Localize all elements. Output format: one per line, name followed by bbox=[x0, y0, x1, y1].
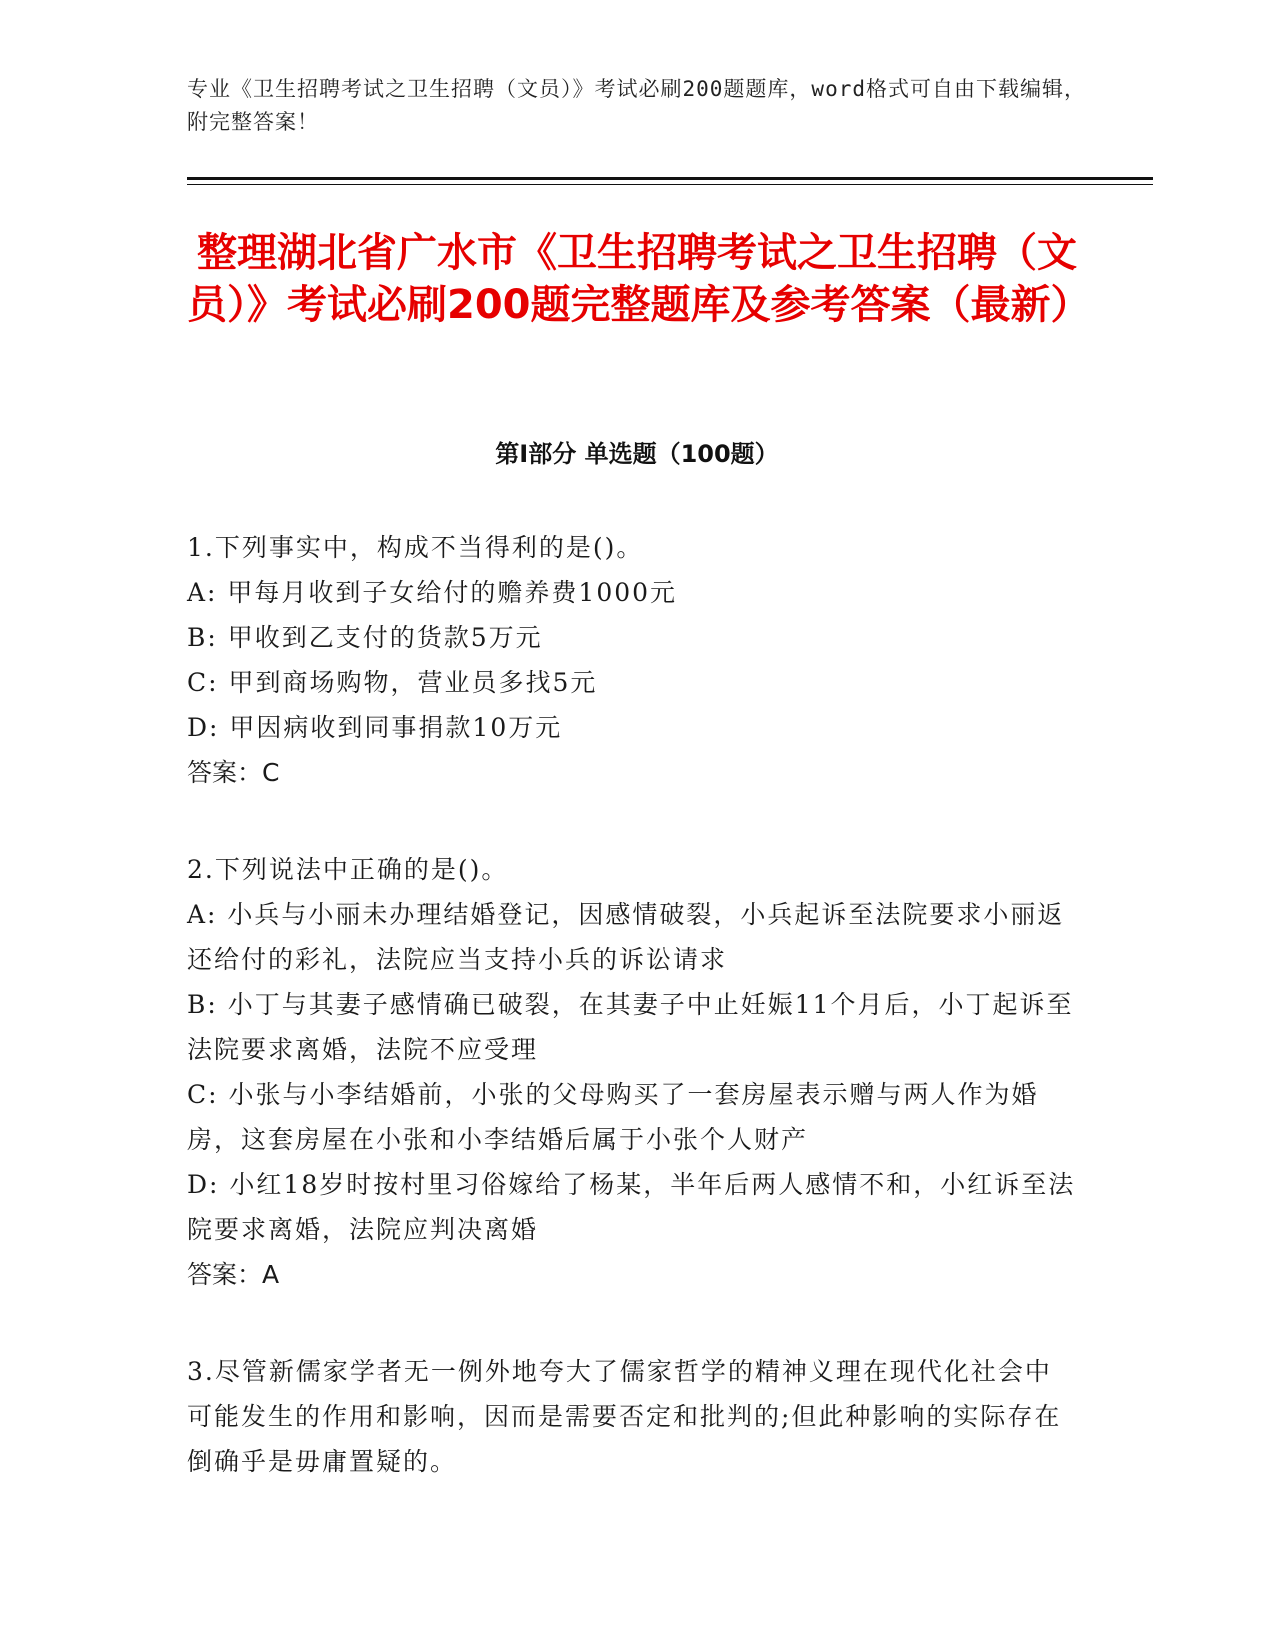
option-d: D: 小红18岁时按村里习俗嫁给了杨某，半年后两人感情不和，小红诉至法院要求离婚，法院应判决离婚 bbox=[187, 1170, 1076, 1244]
option-c: C: 甲到商场购物，营业员多找5元 bbox=[187, 668, 598, 697]
answer: 答案：C bbox=[187, 758, 280, 787]
section-title: 第I部分 单选题（100题） bbox=[495, 440, 779, 468]
answer: 答案：A bbox=[187, 1260, 280, 1289]
document-title: 整理湖北省广水市《卫生招聘考试之卫生招聘（文员）》考试必刷200题完整题库及参考答案（最新） bbox=[187, 230, 1091, 328]
option-a: A: 小兵与小丽未办理结婚登记，因感情破裂，小兵起诉至法院要求小丽返还给付的彩礼，法院应当支持小兵的诉讼请求 bbox=[187, 900, 1065, 974]
option-a: A: 甲每月收到子女给付的赡养费1000元 bbox=[187, 578, 678, 607]
question-1 bbox=[187, 525, 1077, 795]
question-2 bbox=[187, 847, 1077, 1297]
option-d: D: 甲因病收到同事捐款10万元 bbox=[187, 713, 563, 742]
question-stem: 2.下列说法中正确的是()。 bbox=[187, 855, 509, 884]
option-c: C: 小张与小李结婚前，小张的父母购买了一套房屋表示赠与两人作为婚房，这套房屋在小张和小李结婚后属于小张个人财产 bbox=[187, 1080, 1039, 1154]
header-rule-thick bbox=[187, 177, 1153, 180]
header-note: 专业《卫生招聘考试之卫生招聘（文员）》考试必刷200题题库，word格式可自由下载编辑，附完整答案！ bbox=[187, 77, 1086, 134]
option-b: B: 小丁与其妻子感情确已破裂，在其妻子中止妊娠11个月后，小丁起诉至法院要求离婚，法院不应受理 bbox=[187, 990, 1074, 1064]
question-list bbox=[187, 525, 1077, 1536]
question-stem: 3.尽管新儒家学者无一例外地夸大了儒家哲学的精神义理在现代化社会中可能发生的作用和影响，因而是需要否定和批判的;但此种影响的实际存在倒确乎是毋庸置疑的。 bbox=[187, 1357, 1062, 1476]
option-b: B: 甲收到乙支付的货款5万元 bbox=[187, 623, 543, 652]
question-stem: 1.下列事实中，构成不当得利的是()。 bbox=[187, 533, 644, 562]
header-rule-thin bbox=[187, 184, 1153, 185]
question-3 bbox=[187, 1349, 1077, 1484]
